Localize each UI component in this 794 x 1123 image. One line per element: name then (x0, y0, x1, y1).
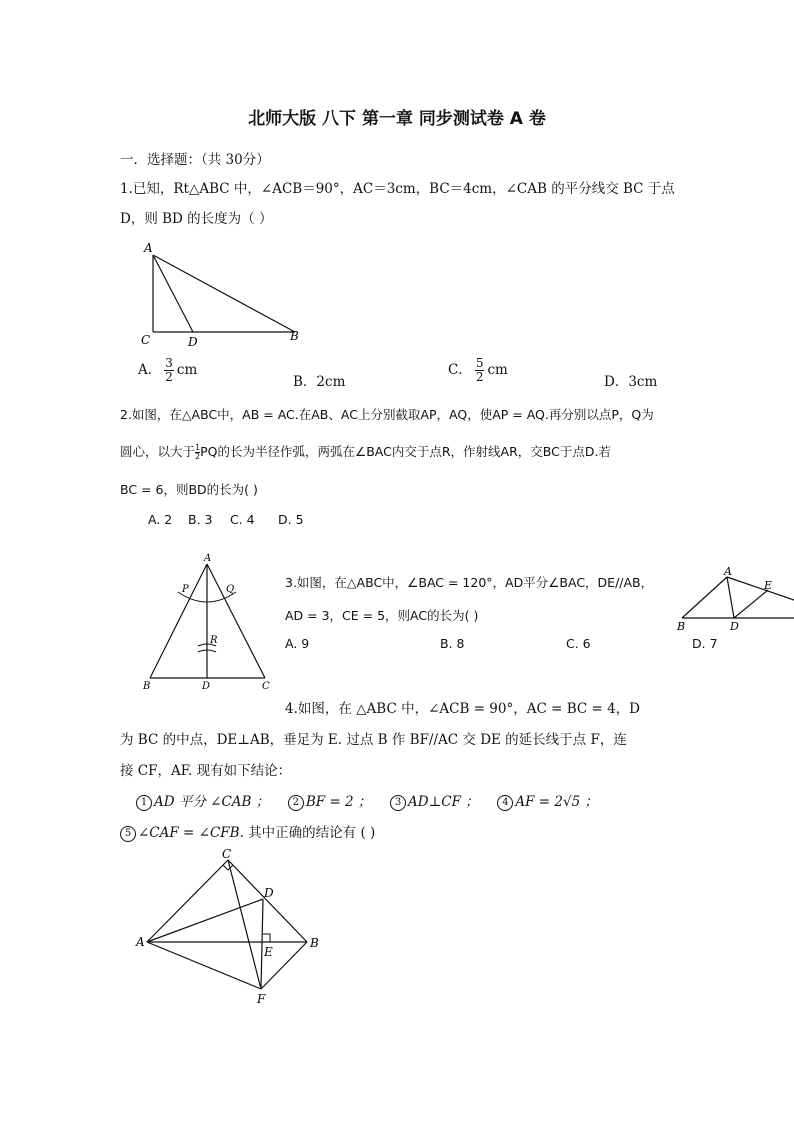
q2-label-r: R (210, 635, 218, 646)
q4-line2: 为 BC 的中点，DE⊥AB，垂足为 E. 过点 B 作 BF//AC 交 DE 的延长线于点 F，连 (120, 732, 627, 748)
q2-figure (138, 550, 278, 692)
page-title: 北师大版 八下 第一章 同步测试卷 A 卷 (248, 109, 546, 129)
q4-line3: 接 CF，AF. 现有如下结论： (120, 763, 292, 779)
q2-line3: BC = 6，则BD的长为( ) (120, 482, 258, 497)
q3-option-b: B. 8 (440, 636, 465, 651)
q2-option-b: B. 3 (188, 512, 213, 527)
q1-line1: 1.已知，Rt△ABC 中，∠ACB＝90°，AC＝3cm，BC＝4cm，∠CAB 的平分线交 BC 于点 (120, 181, 675, 197)
q4-figure (130, 846, 330, 1008)
q3-line1: 3.如图，在△ABC中，∠BAC = 120°，AD平分∠BAC，DE//AB， (285, 575, 654, 590)
q2-line2: 圆心，以大于 $\frac{1}{2}$ PQ的长为半径作弧，两弧在∠BAC内交于点R，作射线AR，交BC于点D.若 (120, 443, 611, 461)
q1-option-a: A． $\frac{3}{2}$ cm (138, 356, 198, 384)
q4-label-b: B (310, 936, 319, 950)
q4-conclusion-3: 3 AD⊥CF ； (390, 794, 479, 810)
q1-option-b: B．2cm (293, 374, 346, 390)
q4-label-e: E (264, 945, 273, 959)
q3-option-c: C. 6 (566, 636, 591, 651)
q4-conclusions (136, 790, 598, 811)
q2-option-d: D. 5 (278, 512, 304, 527)
q3-figure (672, 560, 794, 636)
q4-conclusion-1: 1 AD 平分 ∠CAB ； (136, 794, 269, 810)
q3-label-b: B (677, 620, 686, 633)
q4-conclusion-4: 4 AF = 2√5 ； (497, 794, 598, 810)
q4-line1: 4.如图，在 △ABC 中，∠ACB = 90°，AC = BC = 4，D (285, 701, 641, 717)
q4-label-a: A (136, 935, 145, 949)
q4-label-d: D (264, 886, 274, 900)
q4-conclusion-2: 2 BF = 2 ； (288, 794, 372, 810)
q1-option-c: C． $\frac{5}{2}$ cm (448, 356, 508, 384)
q4-label-f: F (257, 992, 266, 1006)
q2-label-p: P (182, 584, 189, 595)
q1-label-c: C (141, 333, 151, 347)
q3-label-d: D (730, 620, 739, 633)
q1-label-b: B (290, 329, 299, 343)
q2-label-d: D (202, 681, 211, 692)
section-heading: 一．选择题：（共 30分） (120, 152, 270, 168)
q3-option-a: A. 9 (285, 636, 310, 651)
q1-figure (130, 236, 310, 352)
q3-option-d: D. 7 (692, 636, 718, 651)
q2-label-q: Q (226, 584, 235, 595)
q2-label-c: C (262, 681, 270, 692)
q1-label-a: A (144, 241, 153, 255)
q3-label-a: A (724, 565, 732, 578)
q2-option-a: A. 2 (148, 512, 173, 527)
q2-label-b: B (143, 681, 151, 692)
q2-option-c: C. 4 (230, 512, 255, 527)
q2-line1: 2.如图，在△ABC中，AB = AC.在AB、AC上分别截取AP，AQ，使AP = AQ.再分别以点P，Q为 (120, 407, 654, 422)
q4-conclusion-5: 5 ∠CAF = ∠CFB. 其中正确的结论有 ( ) (120, 821, 375, 842)
q1-label-d: D (188, 335, 198, 349)
q1-option-d: D．3cm (604, 374, 658, 390)
q1-line2: D，则 BD 的长度为（ ） (120, 211, 273, 227)
q3-label-e: E (764, 579, 773, 592)
q3-line2: AD = 3，CE = 5，则AC的长为( ) (285, 608, 479, 623)
q2-label-a: A (204, 553, 212, 564)
q4-label-c: C (222, 847, 232, 861)
